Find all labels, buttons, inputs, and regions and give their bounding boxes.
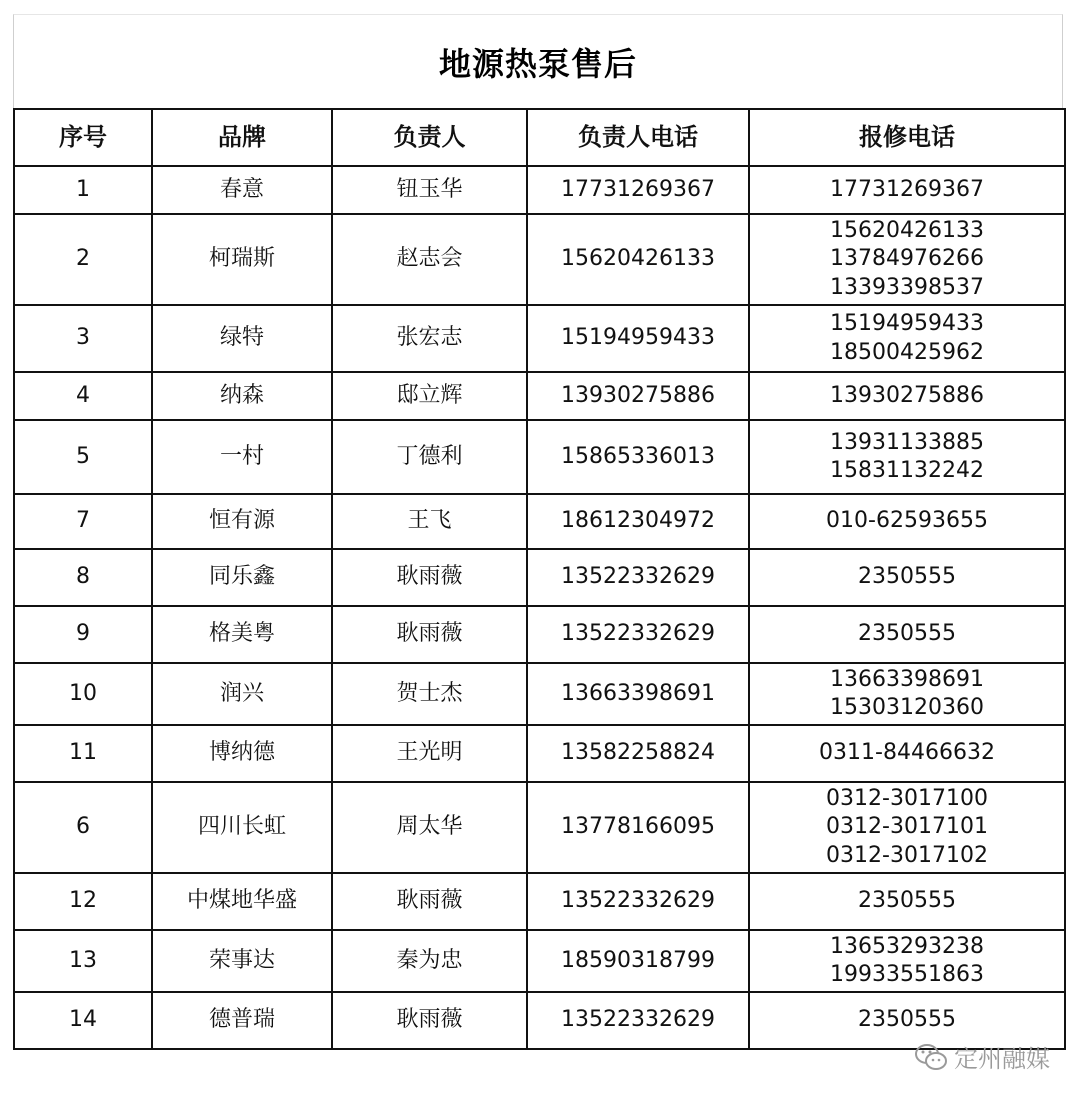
cell-repair: [749, 725, 1065, 782]
table-row: [14, 420, 1065, 494]
cell-person: 邸立辉: [332, 372, 527, 420]
repair-phone: 2350555: [858, 1007, 956, 1033]
cell-phone: 13522332629: [527, 992, 749, 1049]
cell-repair: [749, 214, 1065, 305]
cell-no: 3: [14, 305, 152, 372]
cell-repair: [749, 873, 1065, 930]
table-row: [14, 606, 1065, 663]
cell-brand: 恒有源: [152, 494, 332, 549]
repair-phone: 2350555: [858, 564, 956, 590]
cell-person: 王光明: [332, 725, 527, 782]
repair-phone: 15620426133: [830, 217, 984, 243]
cell-person: 耿雨薇: [332, 606, 527, 663]
cell-person: 耿雨薇: [332, 873, 527, 930]
cell-person: 王飞: [332, 494, 527, 549]
cell-no: 10: [14, 663, 152, 725]
cell-phone: 13522332629: [527, 606, 749, 663]
cell-person: 耿雨薇: [332, 549, 527, 606]
header-phone: 负责人电话: [527, 109, 749, 166]
page-title: 地源热泵售后: [438, 44, 637, 83]
cell-no: 7: [14, 494, 152, 549]
cell-phone: 13522332629: [527, 873, 749, 930]
cell-no: 5: [14, 420, 152, 494]
table-row: [14, 214, 1065, 305]
table-body: [14, 166, 1065, 1049]
header-person: 负责人: [332, 109, 527, 166]
table-row: [14, 663, 1065, 725]
cell-brand: 四川长虹: [152, 782, 332, 873]
repair-phone: 13393398537: [830, 274, 984, 300]
cell-no: 14: [14, 992, 152, 1049]
cell-repair: [749, 930, 1065, 992]
cell-brand: 中煤地华盛: [152, 873, 332, 930]
cell-brand: 荣事达: [152, 930, 332, 992]
cell-brand: 绿特: [152, 305, 332, 372]
cell-phone: 18590318799: [527, 930, 749, 992]
header-repair: 报修电话: [749, 109, 1065, 166]
table-row: [14, 782, 1065, 873]
cell-person: 赵志会: [332, 214, 527, 305]
repair-phone: 17731269367: [830, 176, 984, 202]
service-table: [13, 108, 1066, 1050]
cell-no: 13: [14, 930, 152, 992]
repair-phone: 13931133885: [830, 429, 984, 455]
cell-phone: 13663398691: [527, 663, 749, 725]
cell-brand: 德普瑞: [152, 992, 332, 1049]
cell-person: 耿雨薇: [332, 992, 527, 1049]
repair-phone: 13653293238: [830, 933, 984, 959]
repair-phone: 15303120360: [830, 695, 984, 720]
table-row: [14, 930, 1065, 992]
cell-phone: 13522332629: [527, 549, 749, 606]
cell-person: 钮玉华: [332, 166, 527, 214]
repair-phone: 0311-84466632: [819, 740, 995, 766]
cell-brand: 纳森: [152, 372, 332, 420]
cell-person: 周太华: [332, 782, 527, 873]
cell-repair: [749, 420, 1065, 494]
cell-repair: [749, 166, 1065, 214]
cell-repair: [749, 549, 1065, 606]
cell-brand: 博纳德: [152, 725, 332, 782]
cell-no: 8: [14, 549, 152, 606]
repair-phone: 0312-3017100: [826, 785, 988, 811]
repair-phone: 18500425962: [830, 339, 984, 365]
header-row: [14, 109, 1065, 166]
cell-repair: [749, 663, 1065, 725]
cell-phone: 17731269367: [527, 166, 749, 214]
cell-brand: 格美粤: [152, 606, 332, 663]
cell-no: 12: [14, 873, 152, 930]
cell-phone: 15865336013: [527, 420, 749, 494]
cell-repair: [749, 372, 1065, 420]
table-row: [14, 372, 1065, 420]
title-box: [13, 14, 1063, 108]
repair-phone: 0312-3017101: [826, 814, 988, 840]
cell-repair: [749, 782, 1065, 873]
cell-phone: 13778166095: [527, 782, 749, 873]
table-row: [14, 549, 1065, 606]
table-row: [14, 305, 1065, 372]
table-row: [14, 725, 1065, 782]
cell-repair: [749, 494, 1065, 549]
cell-brand: 润兴: [152, 663, 332, 725]
cell-no: 9: [14, 606, 152, 663]
repair-phone: 15831132242: [830, 458, 984, 483]
repair-phone: 13930275886: [830, 382, 984, 408]
cell-phone: 13582258824: [527, 725, 749, 782]
cell-person: 贺士杰: [332, 663, 527, 725]
repair-phone: 2350555: [858, 888, 956, 914]
cell-no: 2: [14, 214, 152, 305]
repair-phone: 2350555: [858, 621, 956, 647]
repair-phone: 13663398691: [830, 666, 984, 692]
cell-person: 丁德利: [332, 420, 527, 494]
cell-brand: 一村: [152, 420, 332, 494]
repair-phone: 0312-3017102: [826, 842, 988, 868]
repair-phone: 13784976266: [830, 246, 984, 272]
table-row: [14, 873, 1065, 930]
cell-phone: 18612304972: [527, 494, 749, 549]
wechat-icon: [914, 1042, 948, 1072]
cell-no: 6: [14, 782, 152, 873]
cell-brand: 柯瑞斯: [152, 214, 332, 305]
watermark-text: 定州融媒: [954, 1045, 1050, 1073]
watermark: [914, 1039, 1050, 1074]
cell-brand: 同乐鑫: [152, 549, 332, 606]
cell-no: 4: [14, 372, 152, 420]
cell-brand: 春意: [152, 166, 332, 214]
cell-no: 1: [14, 166, 152, 214]
table-row: [14, 166, 1065, 214]
table-row: [14, 494, 1065, 549]
repair-phone: 15194959433: [830, 311, 984, 336]
cell-phone: 15620426133: [527, 214, 749, 305]
repair-phone: 19933551863: [830, 962, 984, 987]
cell-repair: [749, 305, 1065, 372]
table-row: [14, 992, 1065, 1049]
cell-phone: 15194959433: [527, 305, 749, 372]
cell-person: 张宏志: [332, 305, 527, 372]
repair-phone: 010-62593655: [826, 508, 988, 534]
cell-no: 11: [14, 725, 152, 782]
cell-repair: [749, 606, 1065, 663]
cell-phone: 13930275886: [527, 372, 749, 420]
header-brand: 品牌: [152, 109, 332, 166]
header-no: 序号: [14, 109, 152, 166]
cell-person: 秦为忠: [332, 930, 527, 992]
